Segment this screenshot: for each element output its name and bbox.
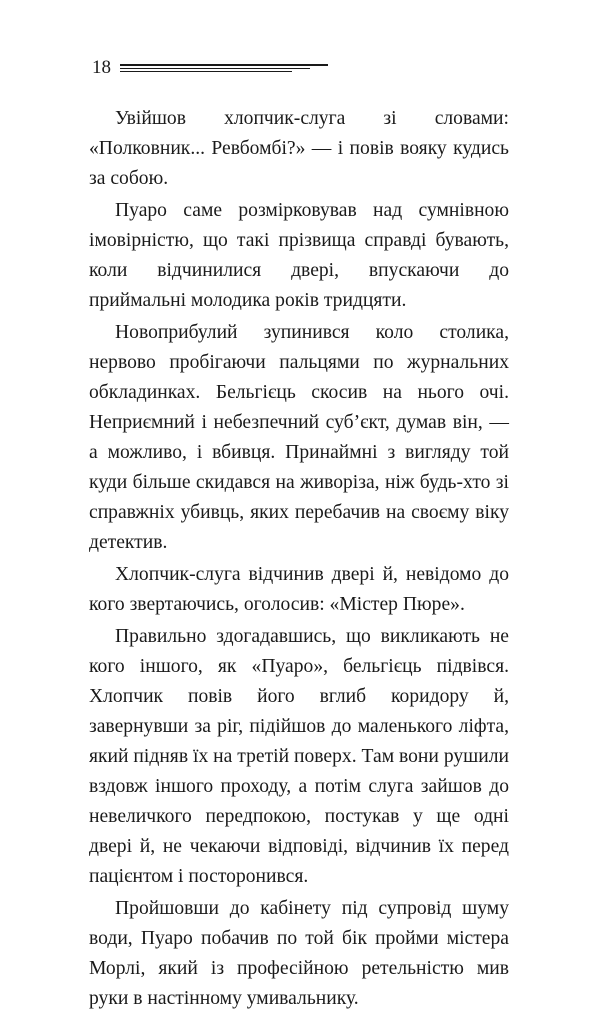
paragraph-4: Хлопчик-слуга відчинив двері й, невідомо до кого звертаючись, оголосив: «Містер Пюре».	[89, 564, 509, 615]
header-rule-bottom	[120, 71, 292, 72]
paragraph-3: Новоприбулий зупинився коло столика, нервово пробігаючи пальцями по журнальних обкладинках. Бельгієць скосив на нього очі. Неприємний і небезпечний суб’єкт, думав він, — а можливо, і вбивця. Принаймні з вигляду той куди більше скидався на живоріза, ніж будь-хто зі справжніх убивць, яких перебачив на своєму віку детектив.	[89, 322, 509, 553]
paragraph-1: Увійшов хлопчик-слуга зі словами: «Полковник... Ревбомбі?» — і повів вояку кудись за собою.	[89, 108, 509, 189]
page-header	[92, 56, 332, 80]
page-number: 18	[92, 57, 111, 78]
paragraph-6: Пройшовши до кабінету під супровід шуму води, Пуаро побачив по той бік пройми містера Морлі, який із професійною ретельністю мив руки в настінному умивальнику.	[89, 898, 509, 1009]
paragraph-2: Пуаро саме розмірковував над сумнівною імовірністю, що такі прізвища справді бувають, коли відчинилися двері, впускаючи до приймальні молодика років тридцяти.	[89, 200, 509, 311]
header-rule-top	[120, 64, 328, 66]
paragraph-5: Правильно здогадавшись, що викликають не кого іншого, як «Пуаро», бельгієць підвівся. Хлопчик повів його вглиб коридору й, завернувши за ріг, підійшов до маленького ліфта, який підняв їх на третій поверх. Там вони рушили вздовж іншого проходу, а потім слуга зайшов до невеличкого передпокою, постукав у ще одні двері й, не чекаючи відповіді, відчинив їх перед пацієнтом і посторонився.	[89, 626, 509, 887]
header-rule-middle	[120, 68, 310, 69]
body-text	[89, 104, 509, 1014]
